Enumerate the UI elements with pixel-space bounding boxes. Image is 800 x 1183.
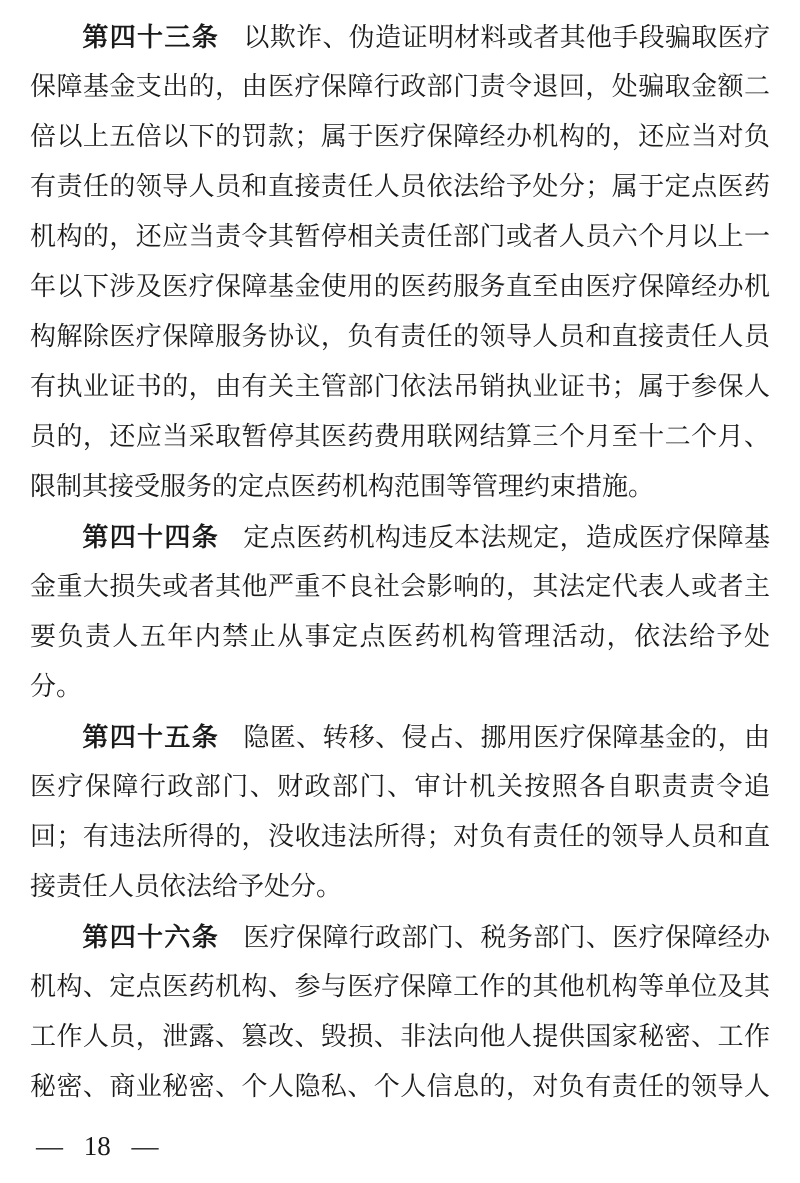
text-line [30,912,770,962]
text-line: 年以下涉及医疗保障基金使用的医药服务直至由医疗保障经办机 [30,272,770,301]
heading-gap [219,745,243,746]
footer-left-dash: — [36,1131,63,1161]
text-line: 有责任的领导人员和直接责任人员依法给予处分；属于定点医药 [30,172,770,201]
text-line [30,12,770,62]
article-number: 第四十五条 [82,722,220,752]
footer-right-dash: — [131,1131,159,1161]
text-line: 机构、定点医药机构、参与医疗保障工作的其他机构等单位及其 [30,972,770,1001]
text-line: 员的，还应当采取暂停其医药费用联网结算三个月至十二个月、 [30,422,770,451]
text-line: 金重大损失或者其他严重不良社会影响的，其法定代表人或者主 [30,572,770,601]
text-line: 分。 [30,672,83,701]
text-line: 工作人员，泄露、篡改、毁损、非法向他人提供国家秘密、工作 [30,1022,770,1051]
text-line: 保障基金支出的，由医疗保障行政部门责令退回，处骗取金额二 [30,72,770,101]
text-line: 医疗保障行政部门、财政部门、审计机关按照各自职责责令追 [30,772,770,801]
article-number: 第四十四条 [82,522,220,552]
text-line: 构解除医疗保障服务协议，负有责任的领导人员和直接责任人员 [30,322,770,351]
paragraph-indent [30,545,82,546]
text-line: 秘密、商业秘密、个人隐私、个人信息的，对负有责任的领导人 [30,1072,770,1101]
line-text: 以欺诈、伪造证明材料或者其他手段骗取医疗 [243,23,770,52]
text-line: 机构的，还应当责令其暂停相关责任部门或者人员六个月以上一 [30,222,770,251]
paragraph-indent [30,745,82,746]
text-line: 限制其接受服务的定点医药机构范围等管理约束措施。 [30,472,655,501]
line-text: 隐匿、转移、侵占、挪用医疗保障基金的，由 [243,723,770,752]
heading-gap [219,545,243,546]
article-number: 第四十三条 [82,22,220,52]
paragraph-indent [30,45,82,46]
paragraph-indent [30,945,82,946]
text-line: 要负责人五年内禁止从事定点医药机构管理活动，依法给予处 [30,622,770,651]
heading-gap [219,45,243,46]
line-text: 医疗保障行政部门、税务部门、医疗保障经办 [243,923,770,952]
article-number: 第四十六条 [82,922,220,952]
page-footer [30,1126,770,1166]
page-number: 18 [83,1131,111,1161]
text-line [30,712,770,762]
text-line: 回；有违法所得的，没收违法所得；对负有责任的领导人员和直 [30,822,770,851]
line-text: 定点医药机构违反本法规定，造成医疗保障基 [243,523,770,552]
text-line [30,512,770,562]
document-body [30,12,770,1112]
heading-gap [219,945,243,946]
text-line: 倍以上五倍以下的罚款；属于医疗保障经办机构的，还应当对负 [30,122,770,151]
text-line: 接责任人员依法给予处分。 [30,872,343,901]
text-line: 有执业证书的，由有关主管部门依法吊销执业证书；属于参保人 [30,372,770,401]
